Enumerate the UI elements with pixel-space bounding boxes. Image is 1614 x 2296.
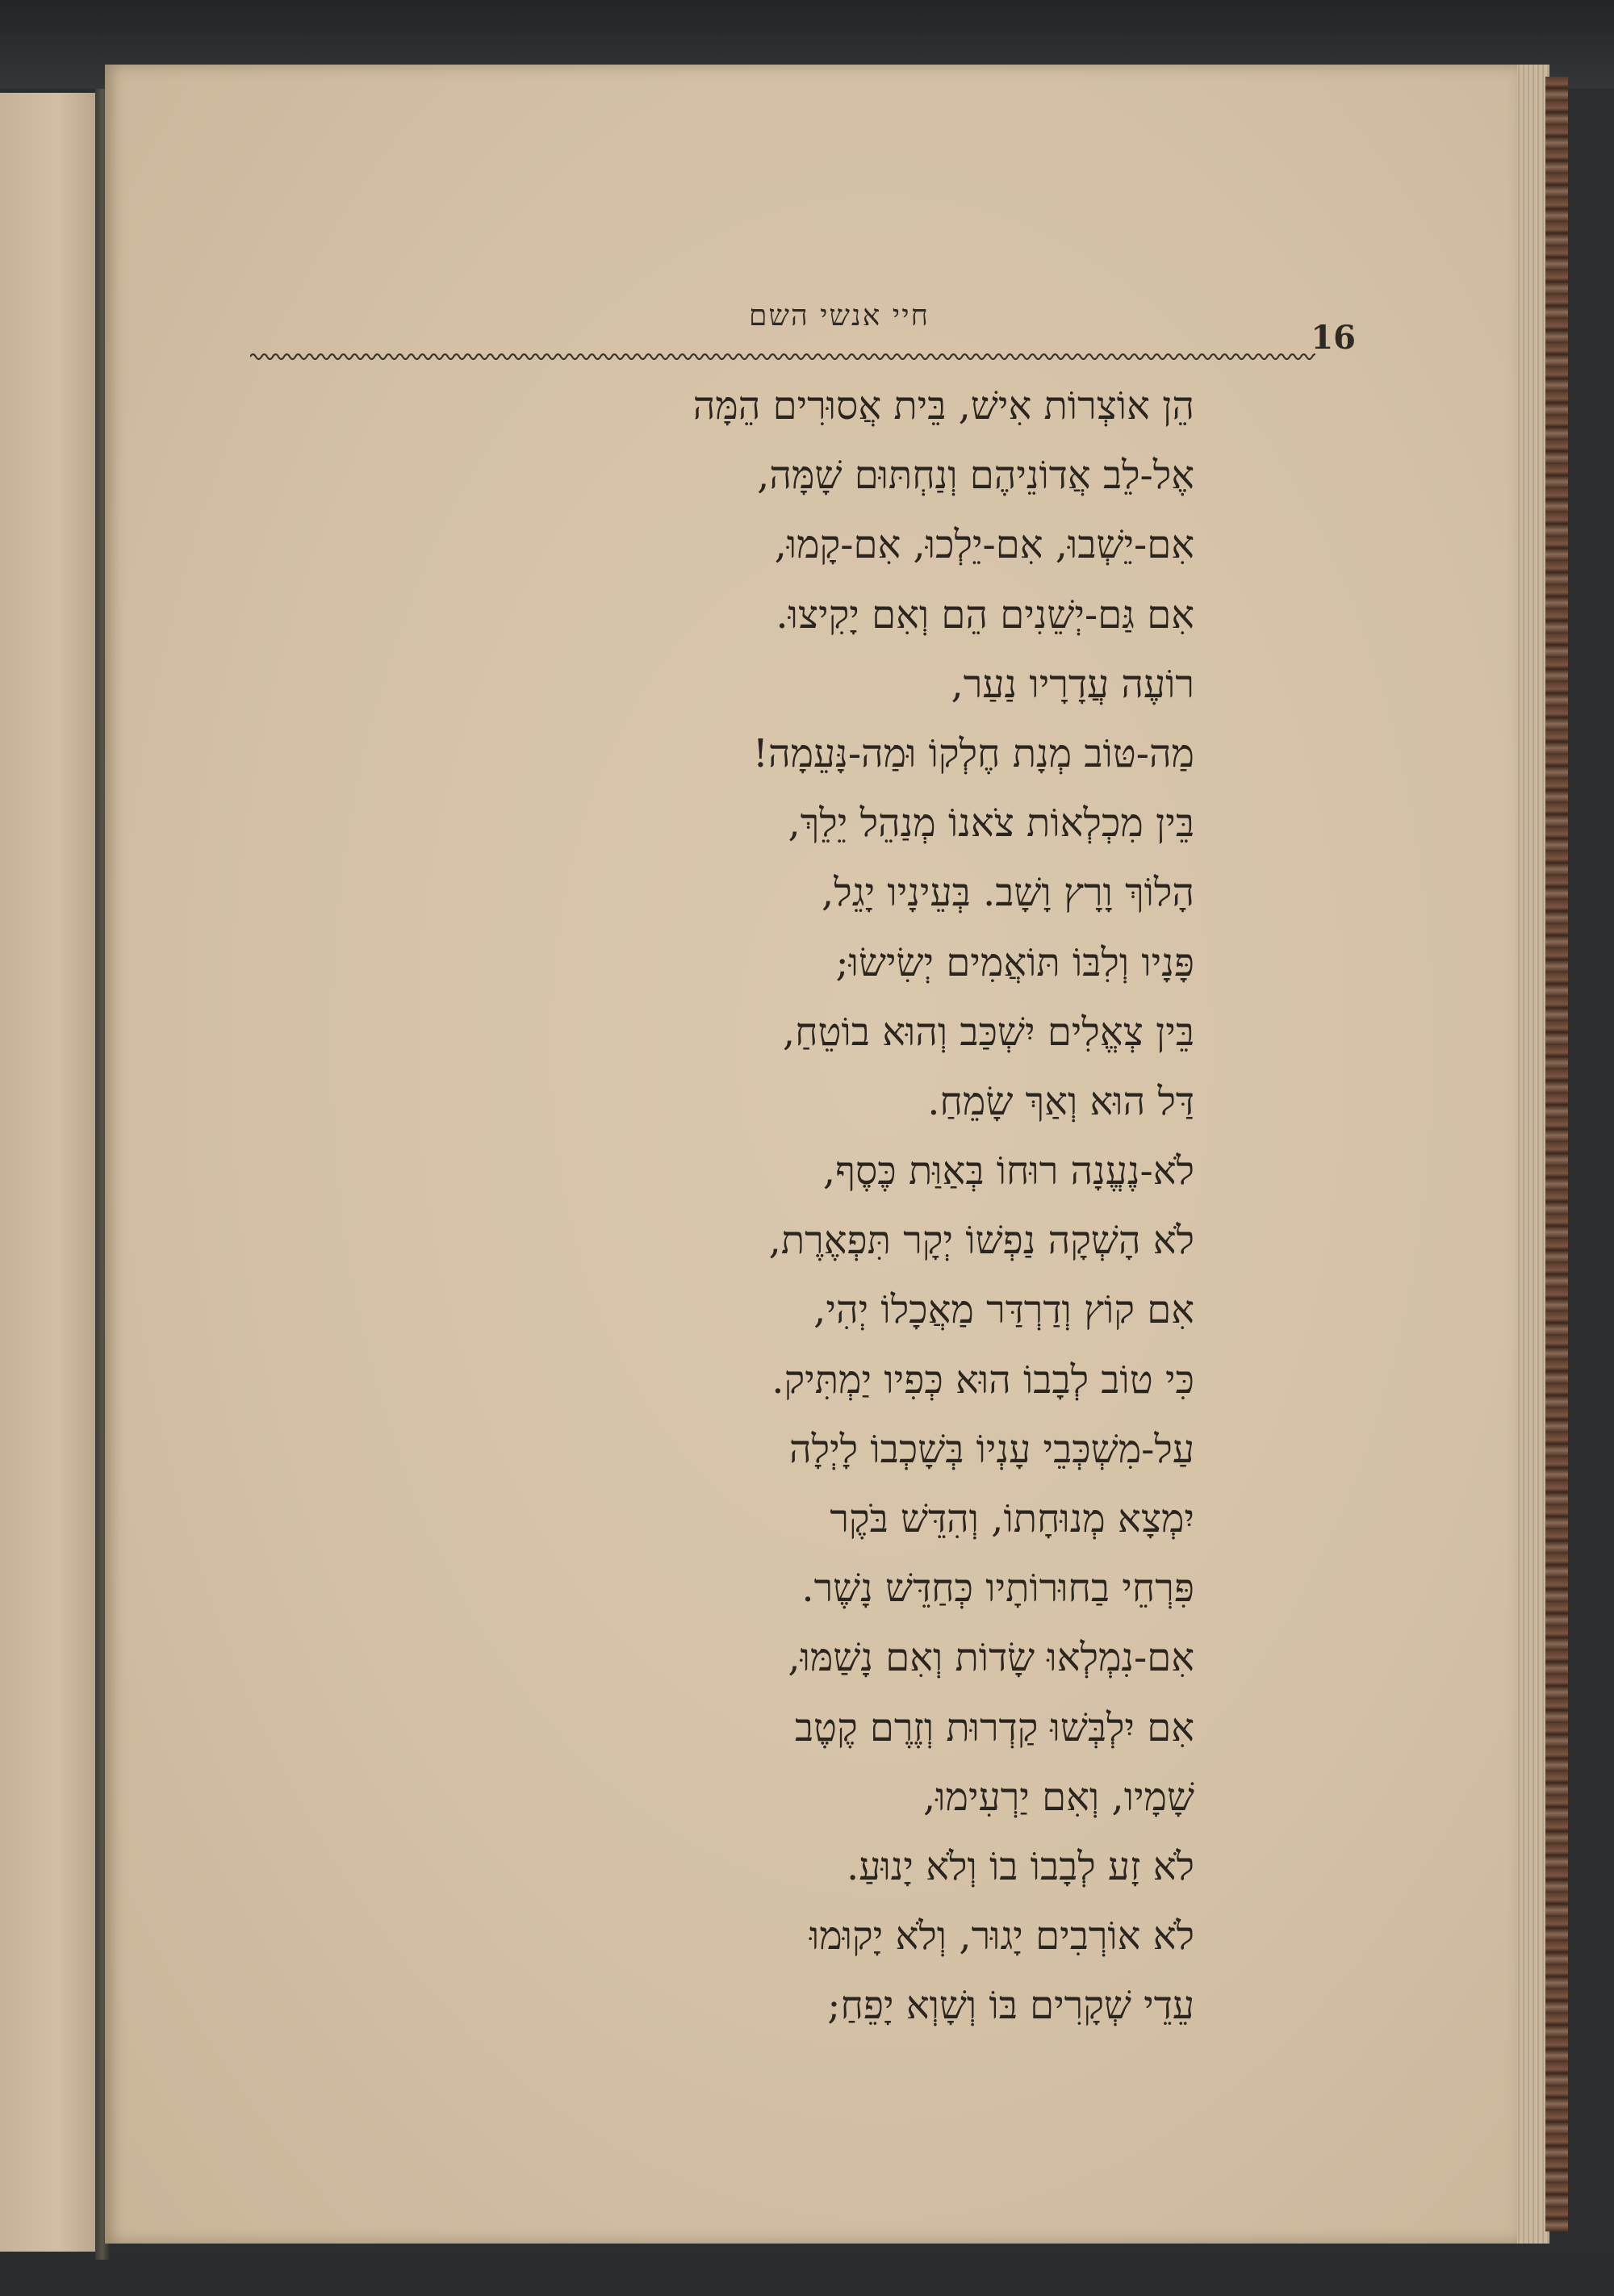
poem-line: אִם-יֵשְׁבוּ, אִם-יֵלְכוּ, אִם-קָמוּ,	[774, 522, 1194, 568]
poem-line: עַל-מִשְׁכְּבֵי עָנְיוֹ בְּשָׁכְבוֹ לָיְלָה	[789, 1426, 1194, 1472]
background-bottom	[0, 2252, 1614, 2296]
poem-line: דַּל הוּא וְאַךְ שָׂמֵחַ.	[927, 1078, 1194, 1124]
book-page	[105, 65, 1517, 2244]
poem-line: אִם-נִמְלְאוּ שָׂדוֹת וְאִם נָשַׁמּוּ,	[788, 1635, 1194, 1681]
poem-line: לֹא הָשְׁקָה נַפְשׁוֹ יְקָר תִּפְאֶרֶת,	[768, 1218, 1194, 1264]
page-number: 16	[1311, 319, 1356, 357]
poem-line: רוֹעֶה עֲדָרָיו נַעַר,	[951, 661, 1194, 707]
poem-line: פָּנָיו וְלִבּוֹ תּוֹאֲמִים יְשִׂישׂוּ;	[835, 939, 1194, 985]
poem-line: בֵּין מִכְלְאוֹת צֹאנוֹ מְנַהֵל יֵלֵךְ,	[788, 801, 1194, 847]
poem-line: לֹא אוֹרְבִים יָגוּר, וְלֹא יָקוּמוּ	[809, 1913, 1194, 1959]
poem-line: יִמְצָא מְנוּחָתוֹ, וְהִדֵּשׁ בֹּקֶר	[830, 1496, 1194, 1541]
running-title: חיי אנשי השם	[749, 299, 930, 332]
poem-line: לֹא זָע לְבָבוֹ בוֹ וְלֹא יָנוּעַ.	[847, 1843, 1194, 1889]
poem-line: עֵדֵי שְׁקָרִים בּוֹ וְשָׁוְא יָפֵחַ;	[827, 1983, 1194, 2029]
poem-line: אִם גַּם-יְשֵׁנִים הֵם וְאִם יָקִיצוּ.	[776, 592, 1194, 638]
poem-line: הֵן אוֹצְרוֹת אִישׁ, בֵּית אֲסוּרִים הֵמָּה	[692, 383, 1194, 429]
poem-line: אִם יִלְבְּשׁוּ קַדְרוּת וְזֶרֶם קֶטֶב	[794, 1704, 1194, 1750]
poem-line: פִּרְחֵי בַחוּרוֹתָיו כְּחַדֵּשׁ נָשֶׁר.	[801, 1566, 1194, 1612]
poem-line: שָׁמָיו, וְאִם יַרְעִימוּ,	[922, 1774, 1194, 1820]
poem-line: מַה-טּוֹב מְנָת חֶלְקוֹ וּמַה-נָּעֵמָה!	[752, 730, 1194, 776]
facing-page-edge	[0, 93, 97, 2252]
poem-text	[347, 371, 1194, 2041]
poem-line: לֹא-נֶעֱנָה רוּחוֹ בְּאַוַּת כֶּסֶף,	[822, 1148, 1194, 1194]
cover-edge	[1545, 77, 1568, 2231]
poem-line: אֶל-לֵב אֲדוֹנֵיהֶם וְנַחְתּוּם שָׁמָּה,	[757, 453, 1194, 499]
wavy-rule-ornament	[250, 341, 1315, 373]
poem-line: אִם קוֹץ וְדַרְדַּר מַאֲכָלוֹ יְהִי,	[813, 1287, 1194, 1333]
poem-line: כִּי טוֹב לְבָבוֹ הוּא כְּפִיו יַמְתִּיק.	[771, 1357, 1194, 1403]
poem-line: בֵּין צְאֱלִים יִשְׁכַּב וְהוּא בוֹטֵחַ,	[782, 1009, 1194, 1055]
poem-line: הָלוֹךְ וָרָץ וָשָׁב. בְּעֵינָיו יָגֵל,	[822, 870, 1194, 916]
